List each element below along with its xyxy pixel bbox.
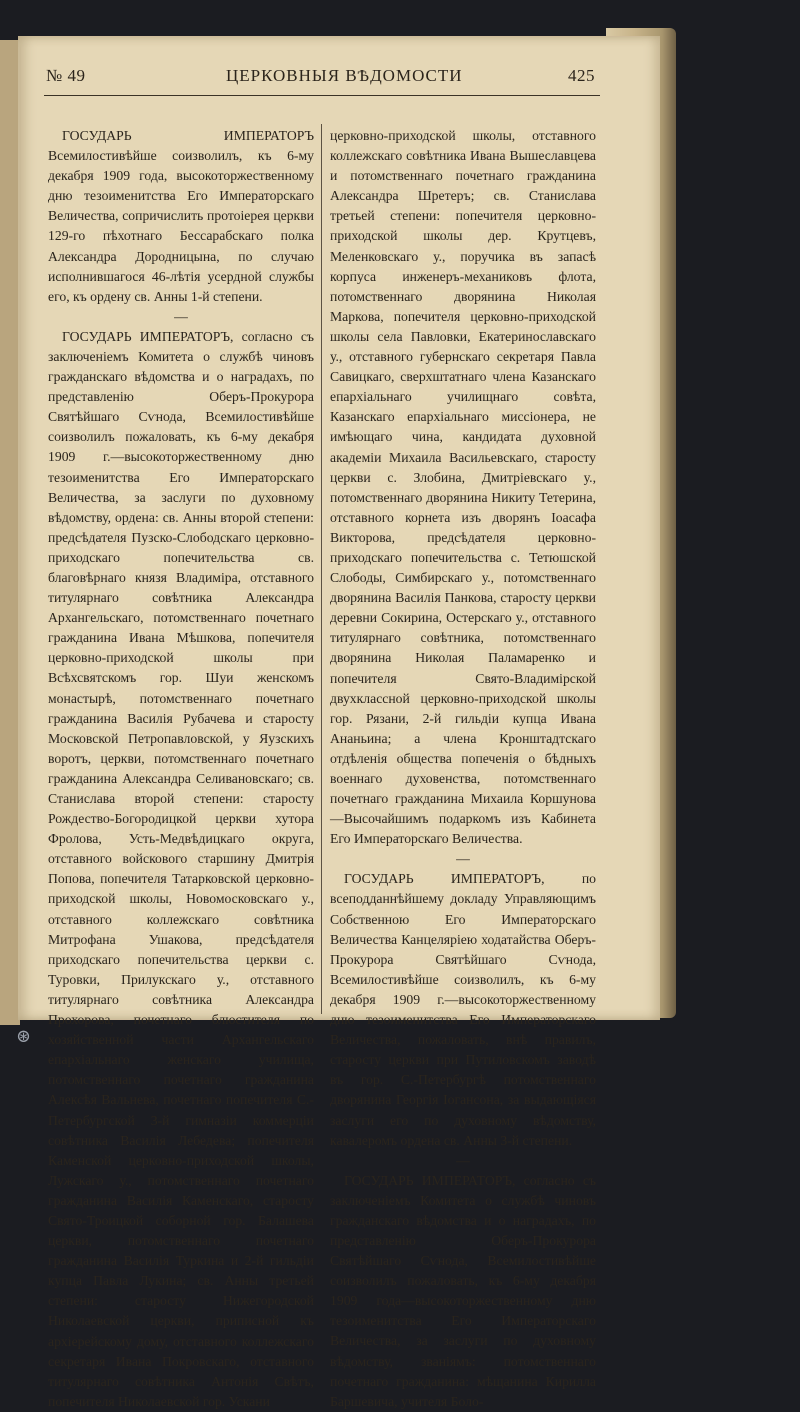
right-column [330, 126, 596, 1409]
right-paragraph-3: ГОСУДАРЬ ИМПЕРАТОРЪ, согласно съ заключеніемъ Комитета о службѣ чиновъ гражданскаго вѣдомства и о наградахъ, по представленію Оберъ-Прокурора Святѣйшаго Сѵнода, Всемилостивѣйше соизволилъ пожаловать, къ 6-му декабря 1909 года—высокоторжественному дню тезоименитства Его Императорскаго Величества, за заслуги по духовному вѣдомству, званіямъ: потомственнаго почетнаго гражданина: мѣщанина Кирилла Баршевича, учителя Боло- [330, 1172, 596, 1409]
section-dash: — [174, 308, 188, 324]
section-dash: — [456, 851, 470, 867]
issue-number: № 49 [46, 66, 86, 85]
right-paragraph-2: ГОСУДАРЬ ИМПЕРАТОРЪ, по всеподданнѣйшему докладу Управляющимъ Собственною Его Императорскаго Величества Канцеляріею ходатайства Оберъ-Прокурора Святѣйшаго Сѵнода, Всемилостивѣйше соизволилъ, къ 6-му декабря 1909 г.—высокоторжественному дню тезоименитства Его Императорскаго Величества, пожаловать, внѣ правилъ, старосту церкви при Путиловскомъ заводѣ въ гор. С.-Петербургѣ потомственнаго дворянина Георгія Іогансона, за выдающіяся заслуги его по духовному вѣдомству, кавалеромъ ордена св. Анны 3-й степени. [330, 871, 596, 1148]
section-dash: — [456, 1152, 470, 1168]
left-paragraph-1: ГОСУДАРЬ ИМПЕРАТОРЪ Всемилостивѣйше соизволилъ, къ 6-му декабря 1909 года, высокоторжественному дню тезоименитства Его Императорскаго Величества, сопричислить протоіерея церкви 129-го пѣхотнаго Бессарабскаго полка Александра Дородницына, по случаю исполнившагося 46-лѣтія усердной службы его, къ ордену св. Анны 1-й степени. [48, 128, 314, 304]
viewer-lens-icon[interactable]: ⊛ [16, 1026, 32, 1046]
right-paragraph-1: церковно-приходской школы, отставного коллежскаго совѣтника Ивана Вышеславцева и потомственнаго почетнаго гражданина Александра Шретеръ; св. Станислава третьей степени: попечителя церковно-приходской школы дер. Крутцевъ, Меленковскаго у., поручика въ запасѣ корпуса инженеръ-механиковъ флота, потомственнаго дворянина Николая Маркова, попечителя церковно-приходской школы села Павловки, Екатеринославскаго у., отставного губернскаго секретаря Павла Савицкаго, сверхштатнаго члена Казанскаго епархіальнаго училищнаго совѣта, Казанскаго епархіальнаго миссіонера, не имѣющаго чина, кандидата духовной академіи Михаила Васильевскаго, старосту церкви с. Злобина, Дмитріевскаго у., потомственнаго дворянина Никиту Тетерина, отставного корнета изъ дворянъ Іоасафа Викторова, предсѣдателя церковно-приходскаго попечительства с. Тетюшской Слободы, Симбирскаго у., потомственнаго дворянина Василія Панкова, старосту церкви деревни Сокирина, Остерскаго у., отставного титулярнаго совѣтника, потомственнаго дворянина Николая Паламаренко и попечителя Свято-Владимірской двухклассной церковно-приходской школы гор. Рязани, 2-й гильдіи купца Ивана Ананьина; а члена Кронштадтскаго отдѣленія общества попеченія о бѣдныхъ военнаго духовенства, потомственнаго почетнаго гражданина Михаила Коршунова—Высочайшимъ подаркомъ изъ Кабинета Его Императорскаго Величества. [330, 128, 596, 847]
page-number: 425 [568, 66, 595, 85]
column-divider [321, 124, 322, 1014]
book-edge-left [0, 40, 20, 1025]
left-column [48, 126, 314, 1409]
left-paragraph-2: ГОСУДАРЬ ИМПЕРАТОРЪ, согласно съ заключеніемъ Комитета о службѣ чиновъ гражданскаго вѣдомства и о наградахъ, по представленію Оберъ-Прокурора Святѣйшаго Сѵнода, Всемилостивѣйше соизволилъ пожаловать, къ 6-му декабря 1909 г.—высокоторжественному дню тезоименитства Его Императорскаго Величества, за заслуги по духовному вѣдомству, ордена: св. Анны второй степени: предсѣдателя Пузско-Слободскаго церковно-приходскаго попечительства св. благовѣрнаго князя Владиміра, отставного титулярнаго совѣтника Александра Архангельскаго, потомственнаго почетнаго гражданина Ивана Мѣшкова, попечителя церковно-приходской школы при Всѣхсвятскомъ гор. Шуи женскомъ монастырѣ, потомственнаго почетнаго гражданина Василія Рубачева и старосту Московской Петропавловской, у Яузскихъ воротъ, церкви, потомственнаго почетнаго гражданина Александра Селивановскаго; св. Станислава второй степени: старосту Рождество-Богородицкой церкви хутора Фролова, Усть-Медвѣдицкаго округа, отставного войскового старшину Дмитрія Попова, попечителя Татарковской церковно-приходской школы, Новомосковскаго у., отставного коллежскаго совѣтника Митрофана Ушакова, предсѣдателя приходскаго попечительства церкви с. Туровки, Прилукскаго у., отставного титулярнаго совѣтника Александра Прохорова, почетнаго блюстителя по хозяйственной части Архангельскаго епархіальнаго женскаго училища, потомственнаго почетнаго гражданина Алексѣя Вальнева, почетнаго попечителя С.-Петербургской 3-й гимназіи коммерціи совѣтника Василія Лебедева; попечителя Каменской церковно-приходской школы, Лужскаго у., потомственнаго почетнаго гражданина Василія Каменскаго, старосту Свято-Троицкой соборной гор. Балашева церкви, потомственнаго почетнаго гражданина Василія Туркина и 2-й гильдіи купца Павла Лукина; св. Анны третьей степени: старосту Нижегородской Николаевской церкви, приписной къ архіерейскому дому, отставного коллежскаго секретаря Ивана Покровскаго, отставного титулярнаго совѣтника Антонія Свѣтъ, попечителя Николаевской гор. Ускани [48, 328, 314, 1409]
journal-title: ЦЕРКОВНЫЯ ВѢДОМОСТИ [226, 66, 463, 85]
header-rule [44, 95, 600, 96]
